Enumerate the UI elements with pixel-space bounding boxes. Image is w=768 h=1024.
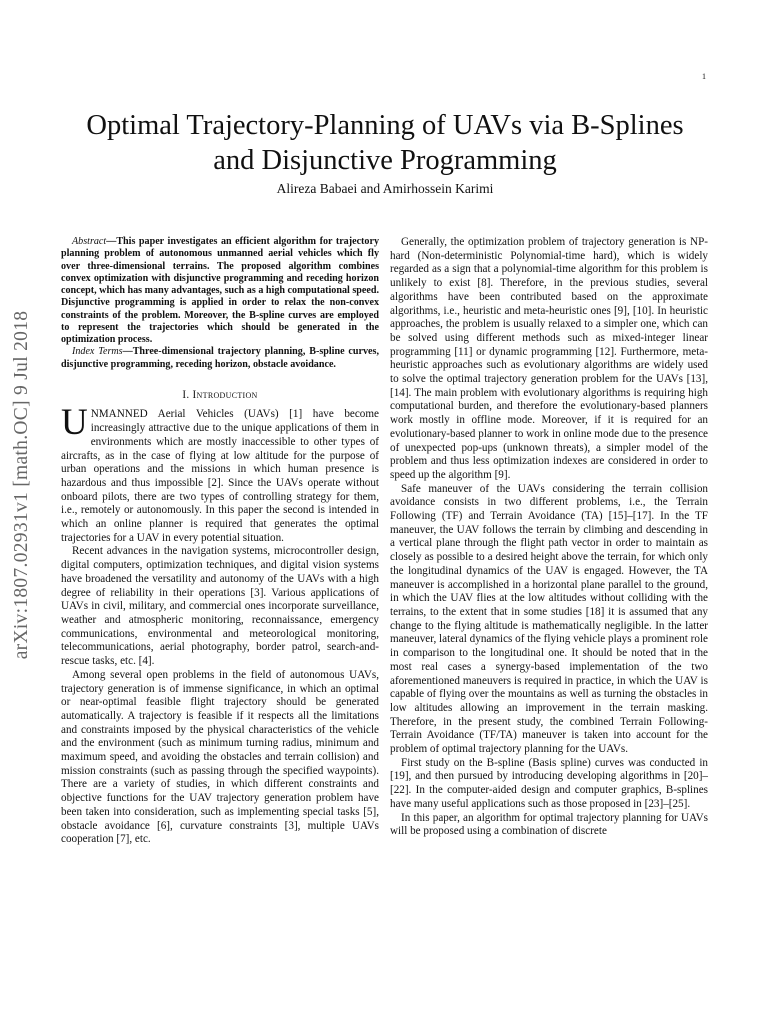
paper-title [40,108,730,178]
section-number: I. [182,388,193,401]
right-paragraph-1: Generally, the optimization problem of trajectory generation is NP-hard (Non-deterministic Polynomial-time hard), which is widely regarded as a sign that a polynomial-time algorithm for this problem is unlikely to exist [8]. Therefore, in the previous studies, several algorithms have been contributed based on the approximate algorithms, i.e., heuristic and meta-heuristic ones [9], [10]. In heuristic approaches, the problem is usually relaxed to a simpler one, which can be solved using different methods such as mixed-integer linear programming [11] or dynamic programming [12]. Furthermore, meta-heuristic approaches such as evolutionary algorithms are widely used to solve the optimal trajectory generation problem for the UAVs [13], [14]. The main problem with evolutionary algorithms is requiring high computational burden, and therefore the evolutionary-based planners work mostly in offline mode. Moreover, if it is required for an evolutionary-based planner to work in online mode due to the presence of unexpected pop-ups (unknown threats), a simpler model of the problem and thus less optimization indexes are considered in order to speed up the algorithm [9]. [390,236,708,481]
right-paragraph-3: First study on the B-spline (Basis spline) curves was conducted in [19], and then pursued by introducing developing algorithms in [20]–[22]. In the computer-aided design and computer graphics, B-splines have many useful applications such as those proposed in [23]–[25]. [390,756,708,810]
right-column [390,236,708,839]
abstract-text: —This paper investigates an efficient algorithm for trajectory planning problem of autonomous unmanned aerial vehicles which fly over three-dimensional terrains. The proposed algorithm combines convex optimization with disjunctive programming and receding horizon concept, which has many advantages, such as a high computational speed. Disjunctive programming is applied in order to relax the non-convex constraints of the problem. Moreover, the B-spline curves are employed to represent the trajectories which should be generated in the optimization process. [61,236,379,345]
section-heading-introduction [61,389,379,403]
intro-paragraph-1 [61,402,379,545]
intro-paragraph-2: Recent advances in the navigation systems, microcontroller design, digital computers, optimization techniques, and digital vision systems have broadened the versatility and autonomy of the UAVs with a high degree of reliability in their operations [3]. Various applications of UAVs in civil, military, and commercial ones incorporate surveillance, weather and atmospheric monitoring, reconnaissance, emergency communications, environmental and meteorological monitoring, telecommunications, aerial photography, border patrol, search-and-rescue tasks, etc. [4]. [61,545,379,668]
title-line-1: Optimal Trajectory-Planning of UAVs via B-Splines [86,110,684,141]
title-line-2: and Disjunctive Programming [213,145,557,176]
smallcaps-word: NMANNED [90,408,148,421]
arxiv-identifier: arXiv:1807.02931v1 [math.OC] 9 Jul 2018 [11,310,32,660]
intro-paragraph-3: Among several open problems in the field of autonomous UAVs, trajectory generation is of immense significance, in which an optimal or near-optimal feasible flight trajectory should be generated automatically. A trajectory is feasible if it respects all the limitations and constraints imposed by the physical characteristics of the vehicle and the environment (such as minimum turning radius, minimum and maximum speed, and avoiding the obstacles and terrain collision) and mission constraints (such as passing through the specified waypoints). There are a variety of studies, in which different constraints and objective functions for the UAV trajectory generation problem have been taken into consideration, such as implementing special tasks [5], obstacle avoidance [6], curvature constraints [3], multiple UAVs cooperation [7], etc. [61,668,379,846]
page-number: 1 [702,72,706,81]
left-column [61,236,379,847]
index-terms-text: —Three-dimensional trajectory planning, B-spline curves, disjunctive programming, receding horizon, obstacle avoidance. [61,346,379,370]
right-paragraph-2: Safe maneuver of the UAVs considering the terrain collision avoidance consists in two different problems, i.e., the Terrain Following (TF) and Terrain Avoidance (TA) [15]–[17]. In the TF maneuver, the UAV follows the terrain by climbing and descending in a vertical plane through the flight path vector in order to maintain as closely as possible to a desired height above the terrain, for which only the longitudinal dynamics of the UAV is engaged. However, the TA maneuver is accomplished in a horizontal plane parallel to the ground, in which the UAV flies at the low altitudes without colliding with the terrains, to the extent that in some studies [18] it is assumed that any change to the flying altitude is mathematically negligible. In the latter maneuver, lateral dynamics of the flying vehicle plays a prominent role in comparison to the longitudinal one. It should be noted that in the most real cases a synergy-based implementation of the two aforementioned maneuvers is required in practice, in which the UAV is capable of flying over the mountains as well as turning the obstacles in low altitudes allowing an improvement in the terrain masking. Therefore, in the present study, the combined Terrain Following-Terrain Avoidance (TF/TA) maneuver is taken into account for the problem of optimal trajectory planning for the UAVs. [390,482,708,756]
section-title: Introduction [192,388,258,401]
index-terms [61,346,379,371]
index-terms-label: Index Terms [72,346,123,358]
intro-paragraph-1-text: Aerial Vehicles (UAVs) [1] have become increasingly attractive due to the unique applications of them in environments which are mostly inaccessible to other types of aircrafts, as in the case of flying at low altitude for the purpose of urban operations and the missions in which human presence is hazardous and thus impossible [2]. Since the UAVs operate without onboard pilots, there are two types of controlling strategy for them, i.e., remotely or autonomously. In this paper the second is intended in which an online planner is required that generates the optimal trajectories for a UAV in every potential situation. [61,408,379,544]
abstract-label: Abstract [72,236,107,247]
authors: Alireza Babaei and Amirhossein Karimi [276,181,494,196]
abstract [61,236,379,346]
right-paragraph-4: In this paper, an algorithm for optimal trajectory planning for UAVs will be proposed using a combination of discrete [390,811,708,838]
drop-cap: U [61,402,88,444]
